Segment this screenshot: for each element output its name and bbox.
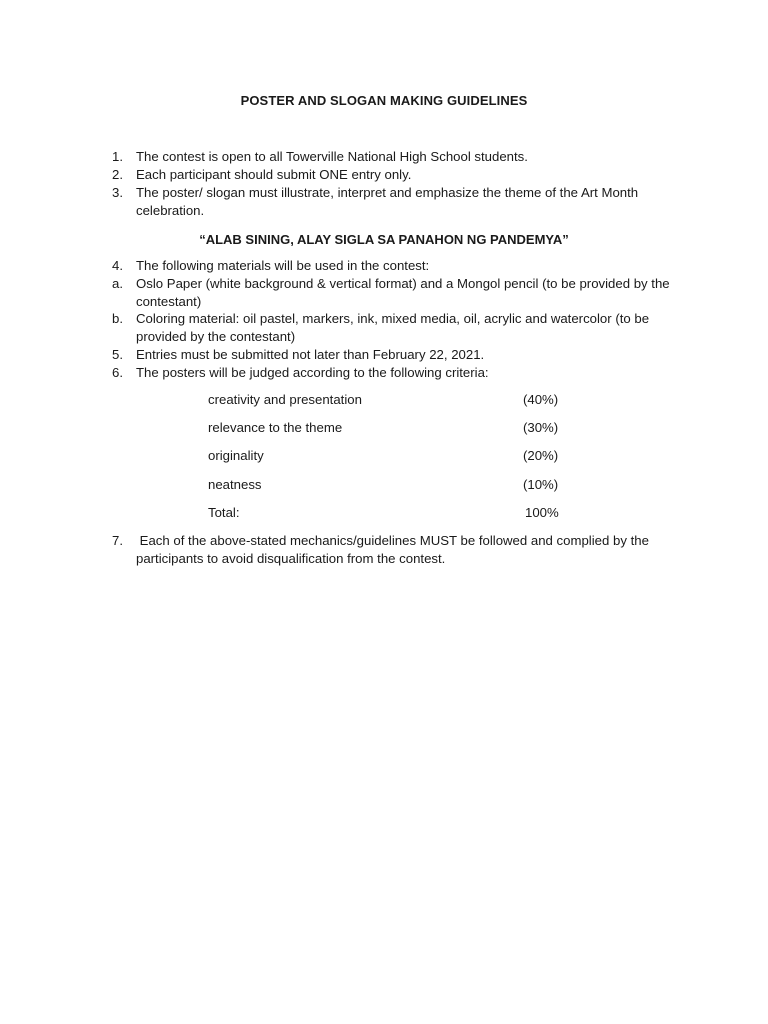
list-item-5 bbox=[112, 346, 682, 364]
list-item-number: 7. bbox=[112, 533, 123, 548]
theme-slogan: “ALAB SINING, ALAY SIGLA SA PANAHON NG PANDEMYA” bbox=[199, 232, 569, 247]
list-item-number: 5. bbox=[112, 347, 123, 362]
criteria-name: creativity and presentation bbox=[208, 392, 362, 407]
list-item-number: 3. bbox=[112, 185, 123, 200]
criteria-row bbox=[208, 447, 568, 465]
criteria-total-value: 100% bbox=[525, 505, 559, 520]
criteria-name: neatness bbox=[208, 477, 262, 492]
list-item-text: The poster/ slogan must illustrate, interpret and emphasize the theme of the Art Month celebration. bbox=[136, 185, 639, 218]
list-item-1 bbox=[112, 148, 682, 166]
list-item-number: 2. bbox=[112, 167, 123, 182]
list-item-7 bbox=[112, 532, 682, 568]
list-item-text: The following materials will be used in the contest: bbox=[136, 258, 430, 273]
criteria-weight: (30%) bbox=[523, 420, 559, 435]
criteria-row bbox=[208, 391, 568, 409]
list-item-number: 1. bbox=[112, 149, 123, 164]
list-item-text: Entries must be submitted not later than February 22, 2021. bbox=[136, 347, 485, 362]
criteria-weight: (20%) bbox=[523, 448, 559, 463]
list-item-text: Coloring material: oil pastel, markers, ink, mixed media, oil, acrylic and watercolor (to be provided by the contestant) bbox=[136, 311, 650, 344]
list-item-3 bbox=[112, 184, 682, 220]
list-item-text: The contest is open to all Towerville National High School students. bbox=[136, 149, 528, 164]
list-item-text: The posters will be judged according to the following criteria: bbox=[136, 365, 489, 380]
criteria-row bbox=[208, 419, 568, 437]
document-title: POSTER AND SLOGAN MAKING GUIDELINES bbox=[240, 93, 528, 108]
list-item-number: 6. bbox=[112, 365, 123, 380]
criteria-name: relevance to the theme bbox=[208, 420, 343, 435]
list-item-number: a. bbox=[112, 276, 123, 291]
list-item-text: Oslo Paper (white background & vertical format) and a Mongol pencil (to be provided by the contestant) bbox=[136, 276, 670, 309]
list-item-2 bbox=[112, 166, 682, 184]
criteria-weight: (10%) bbox=[523, 477, 559, 492]
criteria-total-row bbox=[208, 504, 568, 522]
list-item-number: b. bbox=[112, 311, 123, 326]
list-item-b bbox=[112, 310, 682, 346]
list-item-6 bbox=[112, 364, 682, 382]
list-item-a bbox=[112, 275, 682, 311]
list-item-number: 4. bbox=[112, 258, 123, 273]
criteria-row bbox=[208, 476, 568, 494]
criteria-total-label: Total: bbox=[208, 505, 240, 520]
criteria-name: originality bbox=[208, 448, 264, 463]
list-item-4 bbox=[112, 257, 682, 275]
list-item-text: Each of the above-stated mechanics/guidelines MUST be followed and complied by the participants to avoid disqualification from the contest. bbox=[136, 533, 653, 566]
criteria-weight: (40%) bbox=[523, 392, 559, 407]
list-item-text: Each participant should submit ONE entry only. bbox=[136, 167, 412, 182]
